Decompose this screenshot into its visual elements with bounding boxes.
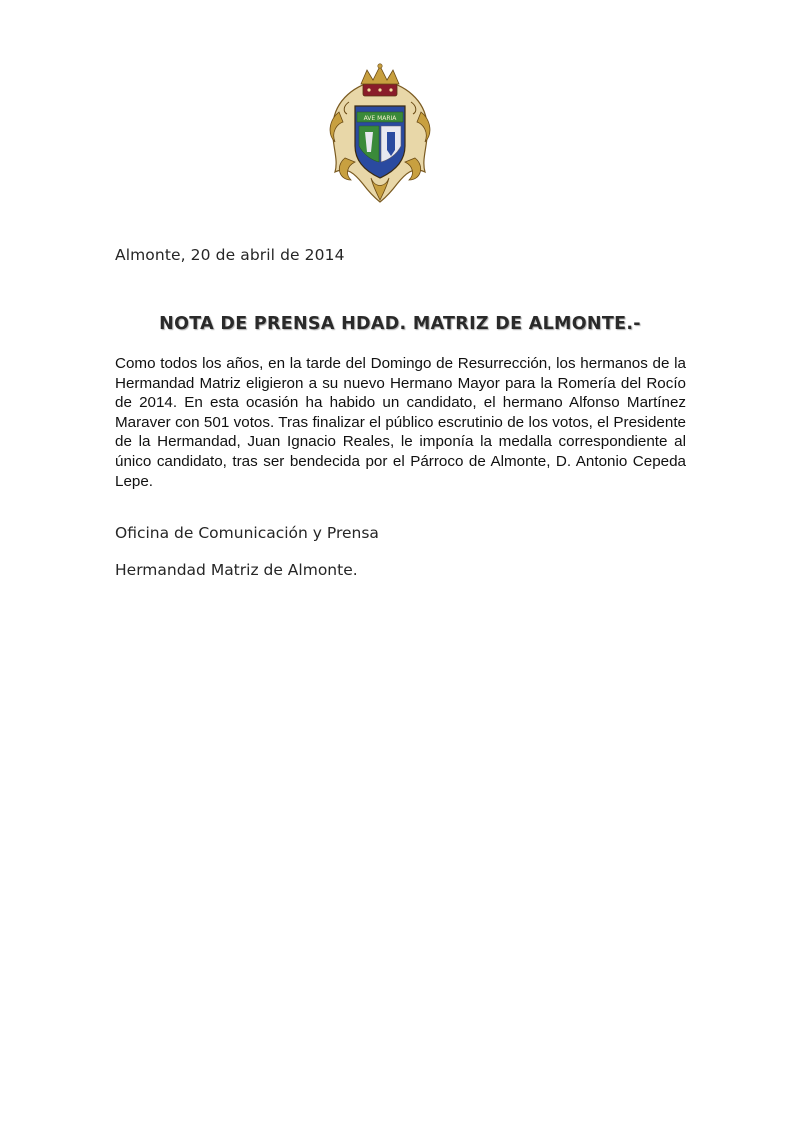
heraldic-crest-icon [325, 62, 435, 204]
press-release-heading: NOTA DE PRENSA HDAD. MATRIZ DE ALMONTE.- [159, 314, 641, 334]
press-release-body: Como todos los años, en la tarde del Domingo de Resurrección, los hermanos de la Hermandad Matriz eligieron a su nuevo Hermano Mayor para la Romería del Rocío de 2014. En esta ocasión ha habido un candidato, el hermano Alfonso Martínez Maraver con 501 votos. Tras finalizar el público escrutinio de los votos, el Presidente de la Hermandad, Juan Ignacio Reales, le imponía la medalla correspondiente al único candidato, tras ser bendecida por el Párroco de Almonte, D. Antonio Cepeda Lepe. [115, 355, 686, 490]
signature-organization: Hermandad Matriz de Almonte. [115, 561, 358, 579]
svg-text:AVE MARIA: AVE MARIA [363, 115, 397, 122]
signature-office: Oficina de Comunicación y Prensa [115, 524, 379, 542]
date-line: Almonte, 20 de abril de 2014 [115, 246, 345, 264]
